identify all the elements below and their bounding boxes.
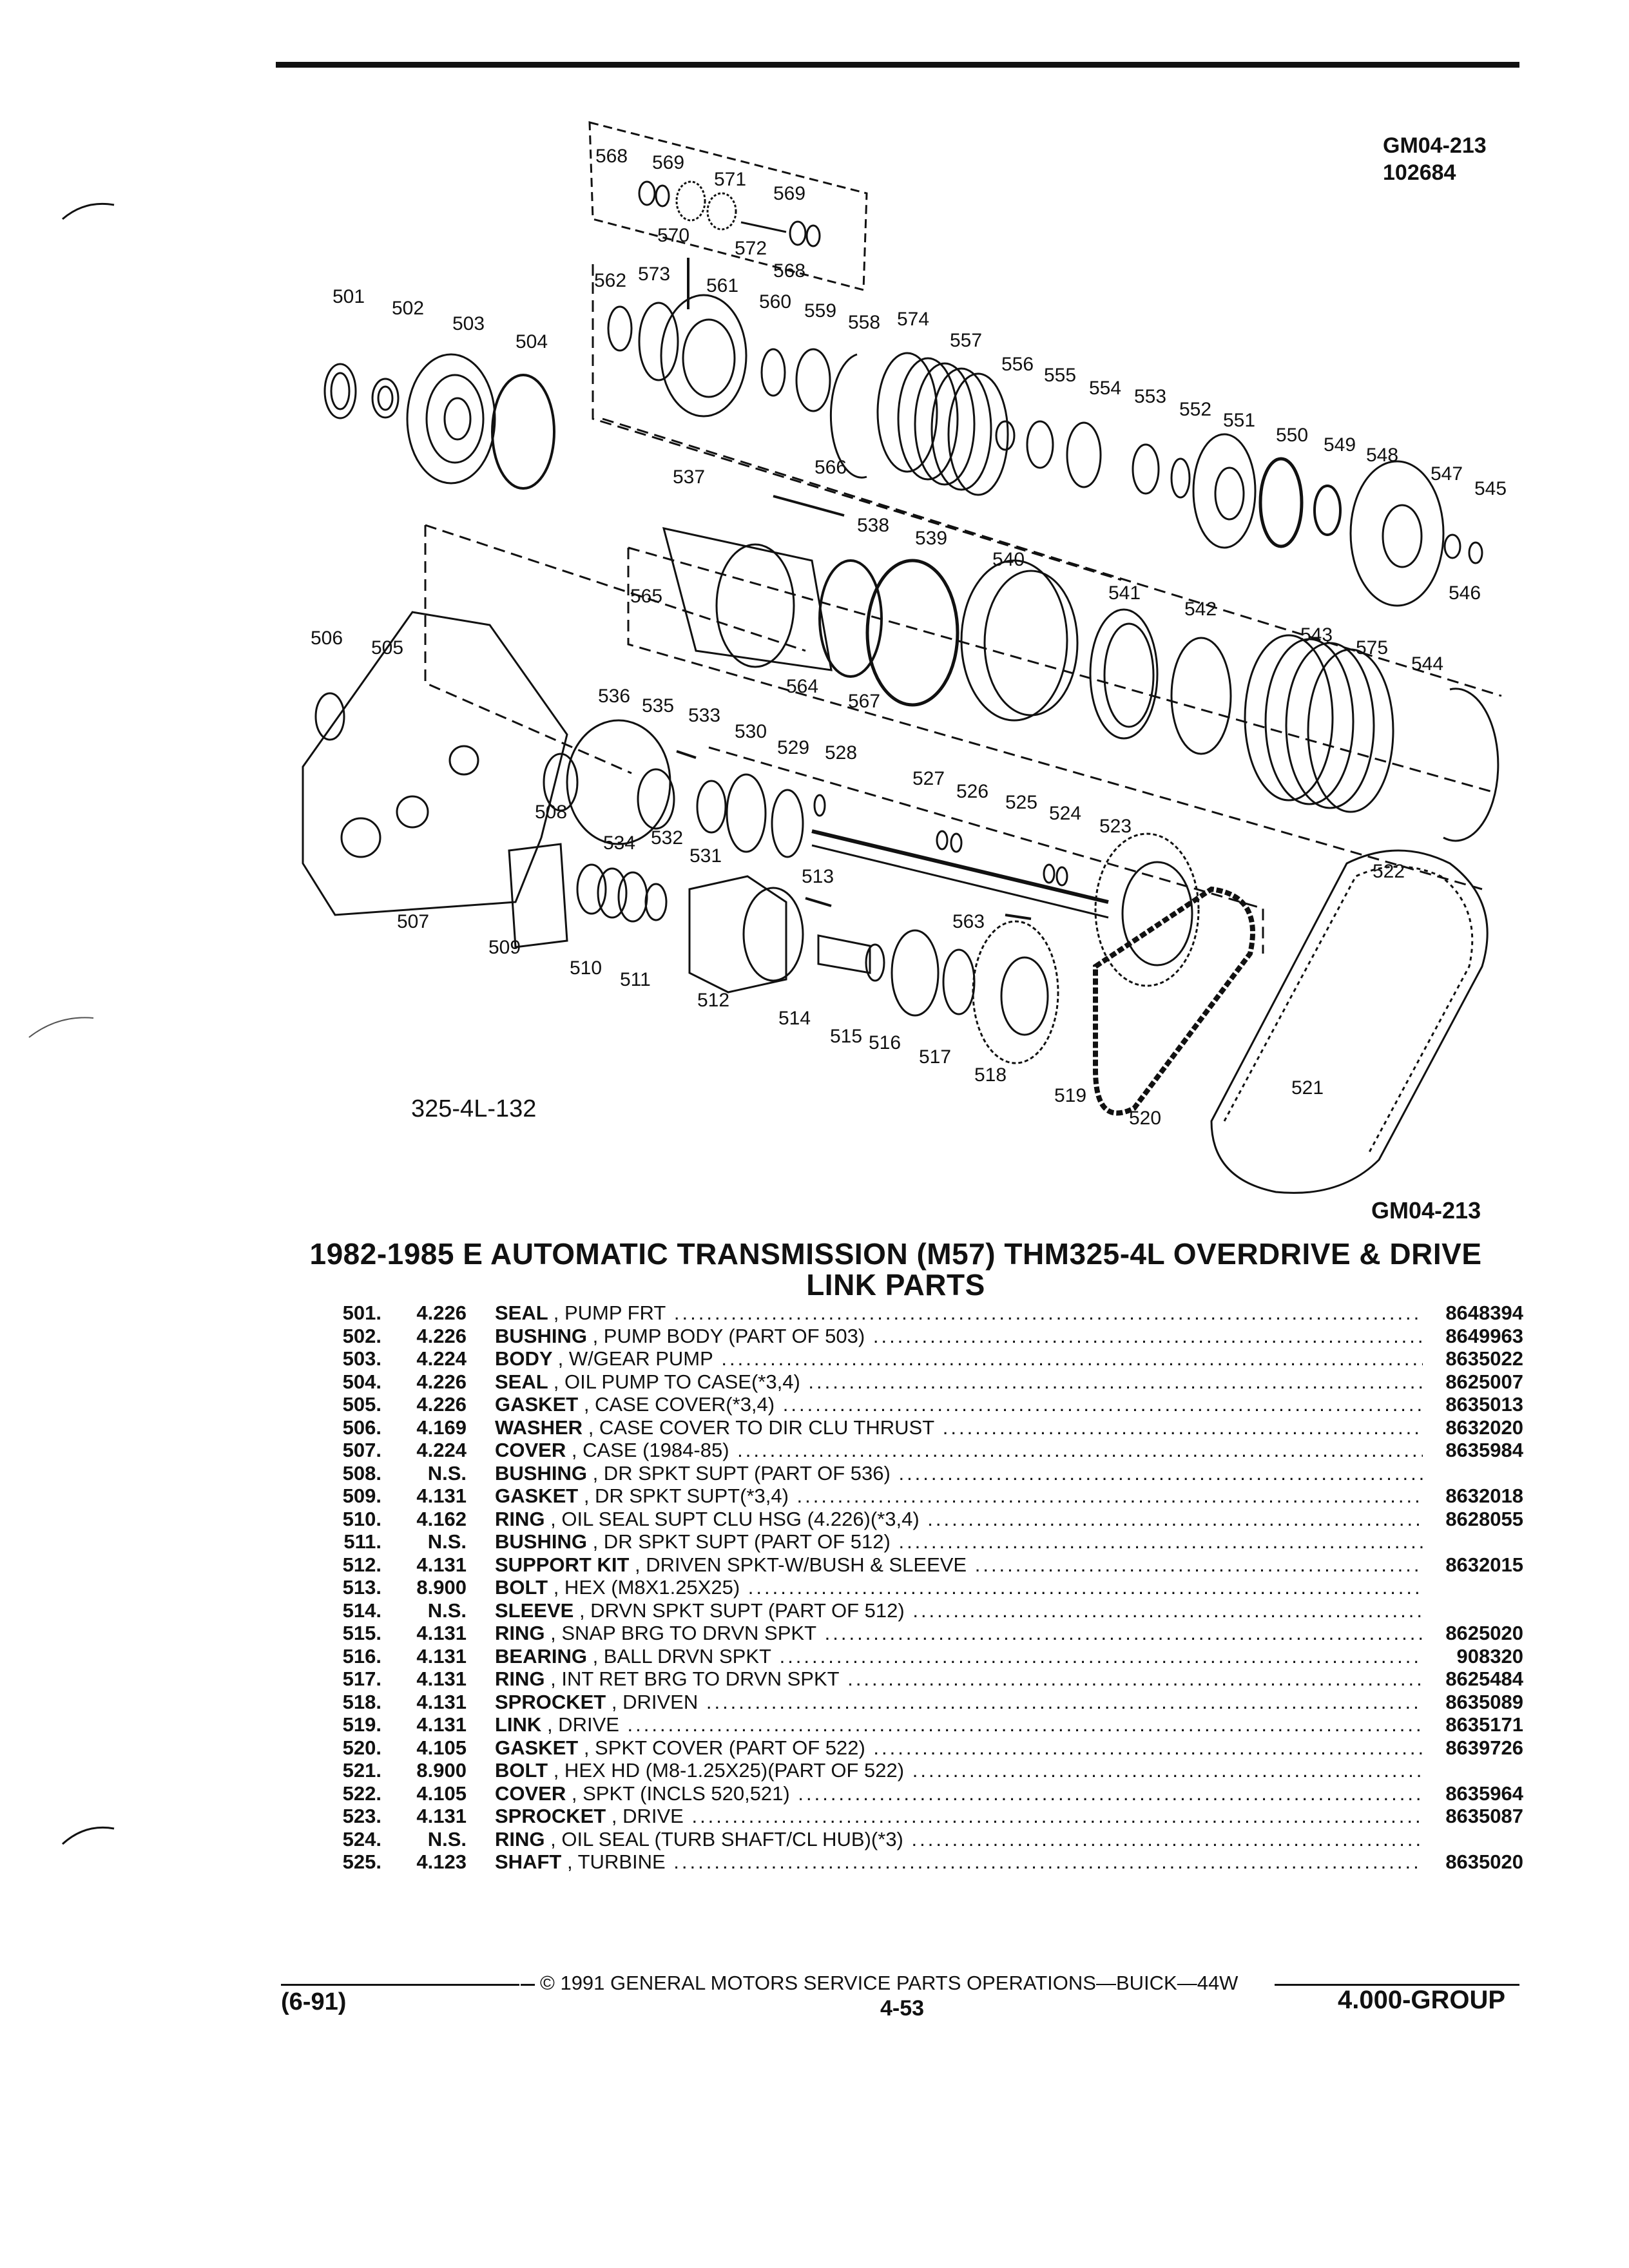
group-ref: 4.131: [416, 1690, 467, 1713]
callout-label: 511: [620, 969, 651, 990]
callout-label: 514: [778, 1008, 811, 1029]
part-name: LINK: [495, 1713, 542, 1736]
part-detail: , DR SPKT SUPT (PART OF 512): [592, 1530, 891, 1553]
part-number-ref: 509.: [342, 1485, 381, 1507]
part-description: [495, 1782, 1423, 1805]
part-name: SEAL: [495, 1370, 548, 1393]
gm-part-number: 8625007: [1427, 1370, 1523, 1394]
callout-label: 521: [1291, 1077, 1324, 1099]
part-name: BUSHING: [495, 1461, 587, 1485]
part-number-ref: 524.: [342, 1827, 381, 1850]
callout-label: 550: [1276, 425, 1309, 446]
part-description: [495, 1736, 1423, 1760]
callout-label: 565: [630, 586, 663, 607]
part-description: [495, 1302, 1423, 1325]
gm-part-number: 8635089: [1427, 1691, 1523, 1714]
part-detail: , DRIVE: [611, 1805, 684, 1827]
callout-label: 568: [595, 146, 628, 167]
group-ref: N.S.: [427, 1827, 467, 1850]
part-row: [305, 1393, 1523, 1416]
figure-code: GM04-213: [1371, 1197, 1481, 1224]
part-row: [305, 1736, 1523, 1760]
callout-label: 519: [1054, 1085, 1087, 1106]
callout-label: 547: [1431, 463, 1463, 485]
callout-label: 554: [1089, 378, 1122, 399]
group-ref: 4.105: [416, 1782, 467, 1805]
gm-part-number: 8649963: [1427, 1325, 1523, 1348]
part-name: BUSHING: [495, 1324, 587, 1347]
callout-label: 513: [802, 866, 834, 887]
part-description: [495, 1691, 1423, 1714]
callout-label: 569: [773, 183, 806, 204]
part-row: [305, 1599, 1523, 1622]
gm-part-number: 8635022: [1427, 1347, 1523, 1370]
part-row: [305, 1691, 1523, 1714]
part-row: [305, 1325, 1523, 1348]
part-detail: , PUMP FRT: [553, 1302, 666, 1324]
part-number-ref: 519.: [342, 1713, 381, 1736]
part-row: [305, 1462, 1523, 1485]
group-ref: 4.224: [416, 1347, 467, 1370]
part-detail: , PUMP BODY (PART OF 503): [592, 1324, 865, 1347]
part-row: [305, 1508, 1523, 1531]
part-row: [305, 1622, 1523, 1645]
callout-label: 516: [869, 1032, 901, 1053]
part-description: [495, 1645, 1423, 1668]
callout-label: 515: [830, 1026, 863, 1047]
part-name: SPROCKET: [495, 1690, 606, 1713]
callout-label: 539: [915, 528, 948, 549]
part-description: [495, 1370, 1423, 1394]
part-description: [495, 1805, 1423, 1828]
gm-part-number: 908320: [1427, 1645, 1523, 1668]
group-ref: N.S.: [427, 1530, 467, 1553]
part-description: [495, 1508, 1423, 1531]
callout-label: 517: [919, 1046, 952, 1068]
figure-label: 325-4L-132: [411, 1095, 537, 1122]
callout-label: 533: [688, 705, 721, 726]
callout-label: 528: [825, 742, 858, 764]
callout-label: 546: [1449, 582, 1481, 604]
callout-label: 537: [673, 466, 706, 488]
callout-label: 534: [603, 832, 636, 854]
callout-label: 552: [1179, 399, 1212, 420]
callout-label: 561: [706, 275, 739, 296]
part-name: RING: [495, 1622, 545, 1644]
part-number-ref: 517.: [342, 1667, 381, 1690]
part-number-ref: 503.: [342, 1347, 381, 1370]
group-ref: 4.169: [416, 1416, 467, 1439]
part-row: [305, 1576, 1523, 1599]
inset-box: [590, 122, 867, 290]
parts-list: [305, 1302, 1523, 1874]
callout-label: 522: [1373, 861, 1405, 882]
callout-label: 575: [1356, 637, 1389, 658]
part-detail: , DRVN SPKT SUPT (PART OF 512): [579, 1599, 905, 1622]
part-number-ref: 505.: [342, 1393, 381, 1416]
callout-label: 505: [371, 637, 404, 658]
callout-label: 548: [1366, 445, 1399, 466]
part-number-ref: 516.: [342, 1644, 381, 1667]
callout-label: 570: [657, 225, 690, 246]
part-row: [305, 1713, 1523, 1736]
callout-label: 503: [452, 313, 485, 334]
callout-label: 527: [912, 768, 945, 789]
part-row: [305, 1302, 1523, 1325]
part-number-ref: 522.: [342, 1782, 381, 1805]
group-ref: 4.131: [416, 1644, 467, 1667]
callout-label: 532: [651, 827, 684, 849]
part-description: [495, 1622, 1423, 1645]
group-ref: 8.900: [416, 1759, 467, 1782]
part-name: RING: [495, 1507, 545, 1530]
callout-label: 518: [974, 1064, 1007, 1086]
part-detail: , TURBINE: [566, 1850, 666, 1873]
gm-part-number: 8635964: [1427, 1782, 1523, 1805]
page-title: [284, 1238, 1508, 1300]
part-detail: , CASE COVER TO DIR CLU THRUST: [588, 1416, 935, 1439]
group-ref: 4.224: [416, 1439, 467, 1461]
group-ref: 4.226: [416, 1302, 467, 1324]
title-line-1: 1982-1985 E AUTOMATIC TRANSMISSION (M57) THM325-4L OVERDRIVE & DRIVE: [309, 1237, 1482, 1271]
header-number: 102684: [1383, 160, 1456, 185]
group-ref: N.S.: [427, 1599, 467, 1622]
part-number-ref: 518.: [342, 1690, 381, 1713]
callout-label: 571: [714, 169, 747, 190]
part-name: RING: [495, 1827, 545, 1850]
part-detail: , DR SPKT SUPT(*3,4): [583, 1485, 789, 1507]
part-detail: , DR SPKT SUPT (PART OF 536): [592, 1461, 891, 1485]
part-number-ref: 504.: [342, 1370, 381, 1393]
group-number: 4.000-GROUP: [1338, 1986, 1506, 2014]
group-ref: 8.900: [416, 1576, 467, 1599]
part-name: COVER: [495, 1439, 566, 1461]
gm-part-number: 8632020: [1427, 1416, 1523, 1439]
part-row: [305, 1416, 1523, 1439]
callout-label: 525: [1005, 792, 1038, 813]
part-description: [495, 1439, 1423, 1462]
part-detail: , OIL SEAL SUPT CLU HSG (4.226)(*3,4): [550, 1507, 920, 1530]
callout-label: 523: [1099, 816, 1132, 837]
group-ref: 4.131: [416, 1805, 467, 1827]
callout-label: 524: [1049, 803, 1082, 824]
callout-label: 551: [1223, 410, 1256, 431]
part-name: RING: [495, 1667, 545, 1690]
part-name: COVER: [495, 1782, 566, 1805]
callout-label: 540: [992, 549, 1025, 570]
callout-label: 512: [697, 990, 730, 1011]
callout-label: 559: [804, 300, 837, 322]
part-number-ref: 513.: [342, 1576, 381, 1599]
copyright: © 1991 GENERAL MOTORS SERVICE PARTS OPERATIONS—BUICK—44W: [540, 1972, 1239, 1994]
callout-label: 567: [848, 691, 881, 712]
callout-label: 572: [735, 238, 767, 259]
callout-label: 541: [1108, 582, 1141, 604]
part-description: [495, 1325, 1423, 1348]
callout-label: 526: [956, 781, 989, 802]
callout-label: 553: [1134, 386, 1167, 407]
group-ref: 4.131: [416, 1553, 467, 1576]
group-ref: 4.226: [416, 1324, 467, 1347]
part-description: [495, 1530, 1423, 1553]
part-name: BODY: [495, 1347, 553, 1370]
callout-label: 504: [516, 331, 548, 352]
gm-part-number: 8648394: [1427, 1302, 1523, 1325]
part-number-ref: 514.: [342, 1599, 381, 1622]
group-ref: N.S.: [427, 1461, 467, 1485]
part-description: [495, 1828, 1423, 1851]
group-ref: 4.123: [416, 1850, 467, 1873]
callout-label: 531: [689, 845, 722, 867]
gm-part-number: 8632018: [1427, 1485, 1523, 1508]
callout-label: 568: [773, 260, 806, 282]
callout-label: 538: [857, 515, 890, 536]
gm-part-number: 8635984: [1427, 1439, 1523, 1462]
part-number-ref: 502.: [342, 1324, 381, 1347]
part-row: [305, 1439, 1523, 1462]
group-ref: 4.131: [416, 1713, 467, 1736]
callout-label: 573: [638, 264, 671, 285]
part-description: [495, 1667, 1423, 1691]
part-detail: , SPKT COVER (PART OF 522): [583, 1736, 865, 1759]
part-description: [495, 1599, 1423, 1622]
part-detail: , SNAP BRG TO DRVN SPKT: [550, 1622, 817, 1644]
part-description: [495, 1485, 1423, 1508]
part-detail: , OIL SEAL (TURB SHAFT/CL HUB)(*3): [550, 1827, 903, 1850]
callout-label: 556: [1001, 354, 1034, 375]
group-ref: 4.226: [416, 1393, 467, 1416]
part-number-ref: 507.: [342, 1439, 381, 1461]
gm-part-number: 8625020: [1427, 1622, 1523, 1645]
callout-label: 566: [815, 457, 847, 478]
group-ref: 4.226: [416, 1370, 467, 1393]
part-detail: , W/GEAR PUMP: [557, 1347, 713, 1370]
part-name: SPROCKET: [495, 1805, 606, 1827]
part-number-ref: 520.: [342, 1736, 381, 1759]
part-description: [495, 1416, 1423, 1439]
part-detail: , OIL PUMP TO CASE(*3,4): [553, 1370, 800, 1393]
part-description: [495, 1713, 1423, 1736]
part-description: [495, 1850, 1423, 1874]
part-row: [305, 1805, 1523, 1828]
callout-label: 560: [759, 291, 792, 312]
part-name: BUSHING: [495, 1530, 587, 1553]
callout-label: 555: [1044, 365, 1077, 386]
part-name: GASKET: [495, 1393, 579, 1416]
part-row: [305, 1828, 1523, 1851]
part-name: BEARING: [495, 1644, 587, 1667]
part-row: [305, 1553, 1523, 1577]
part-name: SUPPORT KIT: [495, 1553, 630, 1576]
part-description: [495, 1576, 1423, 1599]
callout-label: 569: [652, 152, 685, 173]
callout-label: 509: [488, 937, 521, 958]
part-name: GASKET: [495, 1736, 579, 1759]
gm-part-number: 8635087: [1427, 1805, 1523, 1828]
part-detail: , SPKT (INCLS 520,521): [571, 1782, 790, 1805]
part-row: [305, 1759, 1523, 1782]
part-name: BOLT: [495, 1759, 548, 1782]
callout-label: 544: [1411, 653, 1444, 675]
callout-label: 545: [1474, 478, 1507, 499]
callout-label: 510: [570, 957, 602, 979]
part-number-ref: 501.: [342, 1302, 381, 1324]
callout-label: 557: [950, 330, 983, 351]
part-description: [495, 1462, 1423, 1485]
callout-label: 530: [735, 721, 767, 742]
part-detail: , DRIVEN SPKT-W/BUSH & SLEEVE: [635, 1553, 967, 1576]
group-ref: 4.131: [416, 1667, 467, 1690]
part-row: [305, 1370, 1523, 1394]
callout-label: 529: [777, 737, 810, 758]
header-code: GM04-213: [1383, 133, 1487, 158]
group-ref: 4.131: [416, 1485, 467, 1507]
part-row: [305, 1667, 1523, 1691]
footer-rule: [281, 1984, 519, 1986]
gm-part-number: 8635020: [1427, 1850, 1523, 1874]
part-row: [305, 1782, 1523, 1805]
gm-part-number: 8639726: [1427, 1736, 1523, 1760]
part-number-ref: 521.: [342, 1759, 381, 1782]
part-description: [495, 1553, 1423, 1577]
footer-rule: [521, 1984, 535, 1986]
part-detail: , HEX (M8X1.25X25): [553, 1576, 740, 1599]
page-number: 4-53: [880, 1996, 925, 2021]
callout-label: 506: [311, 628, 343, 649]
part-name: GASKET: [495, 1485, 579, 1507]
group-ref: 4.162: [416, 1507, 467, 1530]
part-name: BOLT: [495, 1576, 548, 1599]
part-number-ref: 515.: [342, 1622, 381, 1644]
part-number-ref: 525.: [342, 1850, 381, 1873]
callout-label: 520: [1129, 1108, 1162, 1129]
callout-label: 574: [897, 309, 930, 330]
title-line-2: LINK PARTS: [806, 1268, 985, 1302]
callout-label: 549: [1324, 434, 1356, 456]
part-name: SHAFT: [495, 1850, 562, 1873]
part-number-ref: 512.: [342, 1553, 381, 1576]
callout-label: 502: [392, 298, 425, 319]
revision-date: (6-91): [281, 1988, 347, 2015]
group-ref: 4.131: [416, 1622, 467, 1644]
gm-part-number: 8628055: [1427, 1508, 1523, 1531]
part-row: [305, 1347, 1523, 1370]
part-name: WASHER: [495, 1416, 583, 1439]
part-number-ref: 510.: [342, 1507, 381, 1530]
gm-part-number: 8632015: [1427, 1553, 1523, 1577]
part-row: [305, 1850, 1523, 1874]
part-detail: , INT RET BRG TO DRVN SPKT: [550, 1667, 840, 1690]
part-detail: , CASE COVER(*3,4): [583, 1393, 775, 1416]
callout-label: 501: [333, 286, 365, 307]
callout-label: 562: [594, 270, 627, 291]
part-number-ref: 523.: [342, 1805, 381, 1827]
callout-label: 507: [397, 911, 430, 932]
callout-label: 563: [952, 911, 985, 932]
gm-part-number: 8635171: [1427, 1713, 1523, 1736]
scan-mark: [59, 1817, 117, 1849]
callout-label: 508: [535, 802, 568, 823]
part-detail: , CASE (1984-85): [571, 1439, 729, 1461]
part-description: [495, 1759, 1423, 1782]
callout-label: 543: [1300, 624, 1333, 646]
part-detail: , HEX HD (M8-1.25X25)(PART OF 522): [553, 1759, 905, 1782]
part-detail: , BALL DRVN SPKT: [592, 1644, 771, 1667]
part-name: SLEEVE: [495, 1599, 574, 1622]
part-row: [305, 1485, 1523, 1508]
part-name: SEAL: [495, 1302, 548, 1324]
gm-part-number: 8625484: [1427, 1667, 1523, 1691]
part-detail: , DRIVEN: [611, 1690, 699, 1713]
group-ref: 4.105: [416, 1736, 467, 1759]
part-description: [495, 1347, 1423, 1370]
callout-label: 558: [848, 312, 881, 333]
callout-label: 564: [786, 676, 819, 697]
callout-label: 536: [598, 686, 631, 707]
part-detail: , DRIVE: [546, 1713, 619, 1736]
part-description: [495, 1393, 1423, 1416]
callout-label: 542: [1184, 599, 1217, 620]
part-number-ref: 511.: [343, 1530, 381, 1553]
part-row: [305, 1530, 1523, 1553]
gm-part-number: 8635013: [1427, 1393, 1523, 1416]
part-number-ref: 506.: [342, 1416, 381, 1439]
callout-label: 535: [642, 695, 675, 716]
part-number-ref: 508.: [342, 1461, 381, 1485]
part-row: [305, 1645, 1523, 1668]
